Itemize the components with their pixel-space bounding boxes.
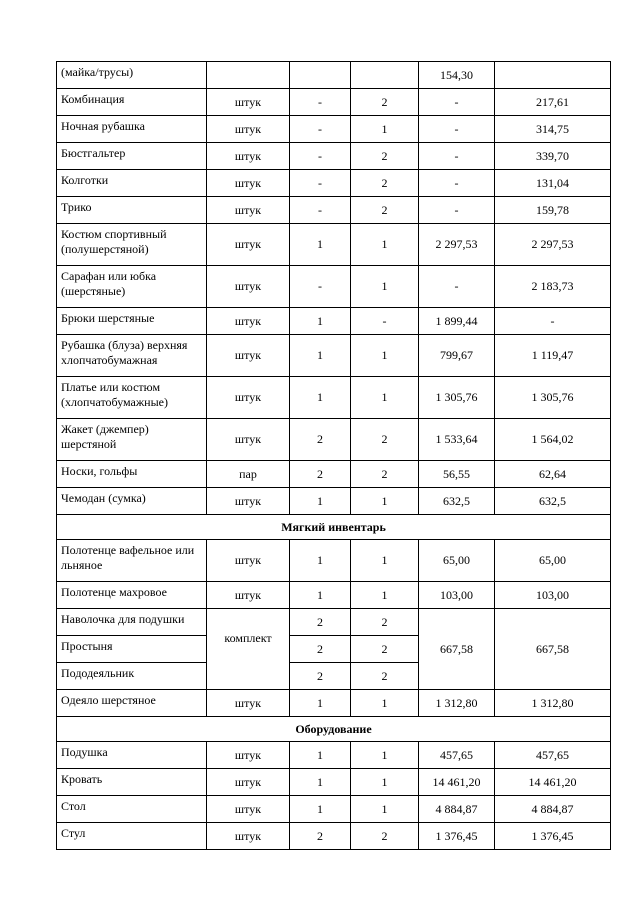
qty-cell-1: 1 [290, 335, 351, 377]
qty-cell-2: 1 [351, 769, 419, 796]
qty-cell-2: 1 [351, 582, 419, 609]
price-cell-1: 1 305,76 [419, 377, 495, 419]
unit-cell: штук [207, 170, 290, 197]
qty-cell-1: 2 [290, 609, 351, 636]
price-cell-1: - [419, 143, 495, 170]
table-row [57, 419, 611, 461]
price-cell-2: 159,78 [495, 197, 611, 224]
qty-cell-1: - [290, 89, 351, 116]
qty-cell-1: 1 [290, 769, 351, 796]
item-name-cell: (майка/трусы) [57, 62, 207, 89]
item-name-cell: Колготки [57, 170, 207, 197]
section-heading-equipment: Оборудование [57, 717, 611, 742]
qty-cell-1: 2 [290, 663, 351, 690]
price-cell-2: 1 564,02 [495, 419, 611, 461]
unit-cell: штук [207, 266, 290, 308]
qty-cell-2 [351, 62, 419, 89]
item-name-cell: Стул [57, 823, 207, 850]
qty-cell-2: 1 [351, 488, 419, 515]
price-cell-1: 2 297,53 [419, 224, 495, 266]
qty-cell-1: 1 [290, 582, 351, 609]
unit-cell: штук [207, 540, 290, 582]
price-cell-2: 14 461,20 [495, 769, 611, 796]
qty-cell-2: 1 [351, 224, 419, 266]
table-row [57, 823, 611, 850]
qty-cell-1: 1 [290, 742, 351, 769]
price-cell-1: 1 899,44 [419, 308, 495, 335]
qty-cell-1: 2 [290, 823, 351, 850]
qty-cell-2: 1 [351, 690, 419, 717]
qty-cell-2: 1 [351, 742, 419, 769]
table-row [57, 377, 611, 419]
qty-cell-2: 1 [351, 377, 419, 419]
qty-cell-1: 1 [290, 224, 351, 266]
price-cell-2: 217,61 [495, 89, 611, 116]
price-cell-1: 1 376,45 [419, 823, 495, 850]
qty-cell-2: 2 [351, 143, 419, 170]
qty-cell-1 [290, 62, 351, 89]
unit-cell: штук [207, 582, 290, 609]
table-row [57, 62, 611, 89]
qty-cell-1: - [290, 116, 351, 143]
item-name-cell: Жакет (джемпер) шерстяной [57, 419, 207, 461]
qty-cell-1: 1 [290, 377, 351, 419]
qty-cell-2: 1 [351, 335, 419, 377]
item-name-cell: Рубашка (блуза) верхняя хлопчатобумажная [57, 335, 207, 377]
qty-cell-2: 1 [351, 266, 419, 308]
price-cell-2: 131,04 [495, 170, 611, 197]
price-cell-2: 1 376,45 [495, 823, 611, 850]
item-name-cell: Пододеяльник [57, 663, 207, 690]
unit-cell: штук [207, 796, 290, 823]
item-name-cell: Полотенце махровое [57, 582, 207, 609]
price-cell-1: 632,5 [419, 488, 495, 515]
unit-cell: штук [207, 419, 290, 461]
table-row [57, 488, 611, 515]
qty-cell-2: 2 [351, 663, 419, 690]
table-row [57, 582, 611, 609]
price-cell-2: 457,65 [495, 742, 611, 769]
table-row [57, 769, 611, 796]
price-cell-1: 65,00 [419, 540, 495, 582]
price-cell-1: - [419, 170, 495, 197]
unit-cell: штук [207, 143, 290, 170]
item-name-cell: Брюки шерстяные [57, 308, 207, 335]
unit-cell: штук [207, 224, 290, 266]
price-cell-2: - [495, 308, 611, 335]
table-row [57, 197, 611, 224]
price-cell-2: 62,64 [495, 461, 611, 488]
item-name-cell: Бюстгальтер [57, 143, 207, 170]
unit-cell: штук [207, 742, 290, 769]
section-row [57, 515, 611, 540]
item-name-cell: Комбинация [57, 89, 207, 116]
unit-cell: штук [207, 308, 290, 335]
price-cell-1: 1 312,80 [419, 690, 495, 717]
qty-cell-2: 2 [351, 89, 419, 116]
item-name-cell: Полотенце вафельное или льняное [57, 540, 207, 582]
price-cell-1: 103,00 [419, 582, 495, 609]
section-heading-soft-inventory: Мягкий инвентарь [57, 515, 611, 540]
qty-cell-2: 2 [351, 197, 419, 224]
table-row [57, 796, 611, 823]
qty-cell-2: 2 [351, 461, 419, 488]
price-cell-1: - [419, 89, 495, 116]
item-name-cell: Наволочка для подушки [57, 609, 207, 636]
table-row [57, 690, 611, 717]
qty-cell-2: 1 [351, 796, 419, 823]
qty-cell-2: 2 [351, 419, 419, 461]
table-row [57, 335, 611, 377]
item-name-cell: Чемодан (сумка) [57, 488, 207, 515]
qty-cell-1: 1 [290, 308, 351, 335]
price-cell-2 [495, 62, 611, 89]
table-row [57, 89, 611, 116]
table-row [57, 461, 611, 488]
qty-cell-2: 1 [351, 116, 419, 143]
item-name-cell: Сарафан или юбка (шерстяные) [57, 266, 207, 308]
unit-cell: комплект [207, 609, 290, 690]
qty-cell-1: 2 [290, 636, 351, 663]
price-cell-1: 56,55 [419, 461, 495, 488]
qty-cell-1: - [290, 170, 351, 197]
unit-cell: штук [207, 197, 290, 224]
price-cell-2: 1 119,47 [495, 335, 611, 377]
price-cell-2: 2 297,53 [495, 224, 611, 266]
price-cell-1: - [419, 116, 495, 143]
unit-cell: пар [207, 461, 290, 488]
item-name-cell: Стол [57, 796, 207, 823]
qty-cell-1: 1 [290, 488, 351, 515]
table-row [57, 609, 611, 636]
qty-cell-1: 2 [290, 419, 351, 461]
price-cell-1: - [419, 197, 495, 224]
price-cell-2: 339,70 [495, 143, 611, 170]
qty-cell-2: 2 [351, 609, 419, 636]
price-cell-2: 65,00 [495, 540, 611, 582]
qty-cell-1: - [290, 197, 351, 224]
table-row [57, 116, 611, 143]
price-cell-2: 2 183,73 [495, 266, 611, 308]
unit-cell: штук [207, 769, 290, 796]
item-name-cell: Кровать [57, 769, 207, 796]
unit-cell: штук [207, 116, 290, 143]
price-cell-2: 4 884,87 [495, 796, 611, 823]
table-row [57, 170, 611, 197]
table-row [57, 266, 611, 308]
item-name-cell: Подушка [57, 742, 207, 769]
table-row [57, 143, 611, 170]
price-cell-1: 799,67 [419, 335, 495, 377]
qty-cell-2: 2 [351, 823, 419, 850]
price-cell-1: 4 884,87 [419, 796, 495, 823]
item-name-cell: Ночная рубашка [57, 116, 207, 143]
price-cell-1: 154,30 [419, 62, 495, 89]
item-name-cell: Носки, гольфы [57, 461, 207, 488]
qty-cell-1: - [290, 266, 351, 308]
unit-cell: штук [207, 488, 290, 515]
price-cell-2: 667,58 [495, 609, 611, 690]
item-name-cell: Трико [57, 197, 207, 224]
table-row [57, 540, 611, 582]
price-cell-2: 1 305,76 [495, 377, 611, 419]
price-cell-2: 314,75 [495, 116, 611, 143]
unit-cell: штук [207, 823, 290, 850]
price-cell-2: 103,00 [495, 582, 611, 609]
price-cell-1: 1 533,64 [419, 419, 495, 461]
price-cell-1: 667,58 [419, 609, 495, 690]
price-cell-2: 1 312,80 [495, 690, 611, 717]
qty-cell-1: 1 [290, 690, 351, 717]
item-name-cell: Костюм спортивный (полушерстяной) [57, 224, 207, 266]
qty-cell-1: 2 [290, 461, 351, 488]
unit-cell [207, 62, 290, 89]
qty-cell-1: 1 [290, 796, 351, 823]
unit-cell: штук [207, 335, 290, 377]
price-cell-2: 632,5 [495, 488, 611, 515]
unit-cell: штук [207, 690, 290, 717]
qty-cell-2: - [351, 308, 419, 335]
item-name-cell: Одеяло шерстяное [57, 690, 207, 717]
section-row [57, 717, 611, 742]
item-name-cell: Простыня [57, 636, 207, 663]
unit-cell: штук [207, 89, 290, 116]
table-row [57, 224, 611, 266]
qty-cell-2: 1 [351, 540, 419, 582]
qty-cell-1: 1 [290, 540, 351, 582]
norms-table [56, 61, 611, 850]
qty-cell-2: 2 [351, 636, 419, 663]
qty-cell-2: 2 [351, 170, 419, 197]
table-row [57, 742, 611, 769]
qty-cell-1: - [290, 143, 351, 170]
price-cell-1: - [419, 266, 495, 308]
price-cell-1: 14 461,20 [419, 769, 495, 796]
table-row [57, 308, 611, 335]
item-name-cell: Платье или костюм (хлопчатобумажные) [57, 377, 207, 419]
price-cell-1: 457,65 [419, 742, 495, 769]
unit-cell: штук [207, 377, 290, 419]
